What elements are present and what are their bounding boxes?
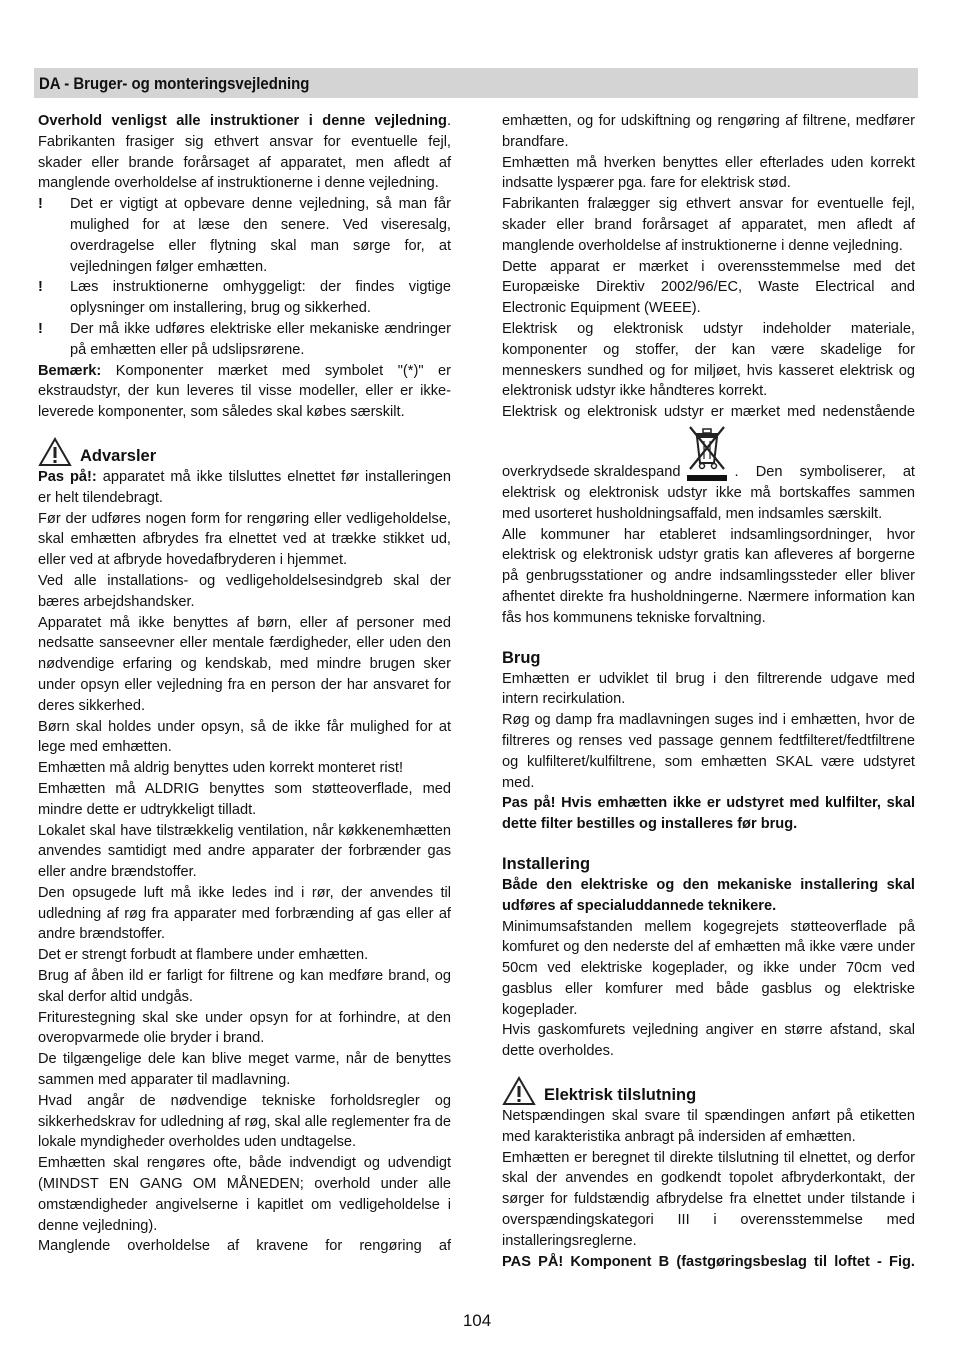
electrical-title: Elektrisk tilslutning <box>544 1086 697 1105</box>
paragraph: Elektrisk og elektronisk udstyr er mærket med nedenstående <box>502 404 915 421</box>
brug-title: Brug <box>502 648 541 667</box>
section-title: DA - Bruger- og monteringsvejledning <box>39 74 310 93</box>
paragraph: Elektrisk og elektronisk udstyr indeholder materiale, komponenter og stoffer, der kan være skadelige for menneskers sundhed og for miljøet, hvis kasseret elektrisk og elektronisk udstyr ikke håndteres korrekt. <box>502 320 915 400</box>
paragraph: emhætten, og for udskiftning og rengøring af filtrene, medfører brandfare. <box>502 113 915 150</box>
paragraph: De tilgængelige dele kan blive meget varme, når de benyttes sammen med apparater til madlavning. <box>38 1051 451 1089</box>
warning-text: apparatet må ikke tilsluttes elnettet før installeringen er helt tilendebragt. <box>38 468 451 506</box>
paragraph: Den opsugede luft må ikke ledes ind i rør, der anvendes til udledning af røg fra apparater med forbrænding af gas eller af andre brændstoffer. <box>38 884 451 943</box>
paragraph: Dette apparat er mærket i overensstemmelse med det Europæiske Direktiv 2002/96/EC, Waste Electrical and Electronic Equipment (WEEE). <box>502 258 915 317</box>
exclamation-mark: ! <box>38 279 43 296</box>
bullet-text: Læs instruktionerne omhyggeligt: der findes vigtige oplysninger om installering, brug og sikkerhed. <box>70 279 451 317</box>
electrical-heading <box>502 1076 915 1106</box>
paragraph: Alle kommuner har etableret indsamlingsordninger, hvor elektrisk og elektronisk udstyr gratis kan afleveres af borgerne på genbrugsstationer og andre indsamlingssteder eller bliver afhentet direkte fra husholdningerne. Nærmere information kan fås hos kommunens tekniske forvaltning. <box>502 526 915 626</box>
weee-symbol-line <box>502 423 915 483</box>
bullet-item <box>38 319 451 361</box>
crossed-bin-icon <box>684 423 730 483</box>
weee-text-after: . Den symboliserer, at <box>734 464 915 481</box>
electrical-warning: PAS PÅ! Komponent B (fastgøringsbeslag til loftet - Fig. <box>502 1253 915 1270</box>
warning-triangle-icon <box>502 1076 536 1106</box>
paragraph: Brug af åben ild er farligt for filtrene og kan medføre brand, og skal derfor altid undgås. <box>38 968 451 1005</box>
paragraph: Emhætten må hverken benyttes eller efterlades uden korrekt indsatte lyspærer pga. fare for elektrisk stød. <box>502 154 915 192</box>
installering-title: Installering <box>502 854 591 873</box>
installering-warning: Både den elektriske og den mekaniske installering skal udføres af specialuddannede teknikere. <box>502 876 915 914</box>
warning-first-paragraph <box>38 467 451 509</box>
note-text: Komponenter mærket med symbolet "(*)" er ekstraudstyr, der kun leveres til visse modeller, eller er ikke-leverede komponenter, som således skal købes særskilt. <box>38 362 451 421</box>
warning-label: Pas på!: <box>38 468 97 485</box>
paragraph: Emhætten må ALDRIG benyttes som støtteoverflade, med mindre dette er udtrykkeligt tilladt. <box>38 780 451 818</box>
warning-triangle-icon <box>38 437 72 467</box>
paragraph: Apparatet må ikke benyttes af børn, eller af personer med nedsatte sanseevner eller mentale færdigheder, eller uden den nødvendige erfaring og kendskab, med mindre brugen sker under opsyn eller vejledning fra en person der har ansvaret for deres sikkerhed. <box>38 614 451 714</box>
paragraph: Minimumsafstanden mellem kogegrejets støtteoverflade på komfuret og den nederste del af emhætten må ikke være under 50cm ved elektriske kogeplader, og ikke under 70cm ved gasblus eller komfurer med både gasblus og elektriske kogeplader. <box>502 918 915 1018</box>
paragraph: Fabrikanten fralægger sig ethvert ansvar for eventuelle fejl, skader eller brand forårsaget af apparatet, men afledt af manglende overholdelse af instruktionerne i denne vejledning. <box>502 196 915 254</box>
exclamation-mark: ! <box>38 320 43 337</box>
warnings-title: Advarsler <box>80 446 157 465</box>
bullet-text: Det er vigtigt at opbevare denne vejledning, så man får mulighed for at læse den senere. Ved viseresalg, overdragelse eller flytning skal man sørge for, at vejledningen følger emhætten. <box>70 196 451 275</box>
paragraph: Før der udføres nogen form for rengøring eller vedligeholdelse, skal emhætten afbrydes fra elnettet ved at trække stikket ud, eller ved at afbryde hovedafbryderen i hjemmet. <box>38 510 451 569</box>
left-column <box>38 111 451 1257</box>
paragraph: Ved alle installations- og vedligeholdelsesindgreb skal der bæres arbejdshandsker. <box>38 572 451 610</box>
paragraph: Netspændingen skal svare til spændingen anført på etiketten med karakteristika anbragt på indersiden af emhætten. <box>502 1108 915 1145</box>
exclamation-mark: ! <box>38 196 43 213</box>
paragraph: elektrisk og elektronisk udstyr ikke må bortskaffes sammen med usorteret husholdningsaffald, men indsamles særskilt. <box>502 484 915 522</box>
note-paragraph <box>38 361 451 423</box>
paragraph: Friturestegning skal ske under opsyn for at forhindre, at den overopvarmede olie bryder i brand. <box>38 1009 451 1047</box>
note-label: Bemærk: <box>38 362 102 379</box>
warnings-heading <box>38 437 451 467</box>
right-column <box>502 111 915 1272</box>
paragraph: Emhætten må aldrig benyttes uden korrekt monteret rist! <box>38 760 404 777</box>
paragraph: Lokalet skal have tilstrækkelig ventilation, når køkkenemhætten anvendes samtidigt med andre apparater der forbrænder gas eller andre brændstoffer. <box>38 822 451 881</box>
intro-text: . Fabrikanten frasiger sig ethvert ansvar for eventuelle fejl, skader eller brande forårsaget af apparatet, men afledt af manglende overholdelse af instruktionerne i denne vejledning. <box>38 113 451 192</box>
weee-text-before: overkrydsede skraldespand <box>502 464 681 481</box>
page-number: 104 <box>462 1311 492 1330</box>
paragraph: Emhætten er beregnet til direkte tilslutning til elnettet, og derfor skal der anvendes en godkendt topolet afbryderkontakt, der sørger for fuldstændig afbrydelse fra elnettet under tilstande i overspændingskategori III i overensstemmelse med installeringsreglerne. <box>502 1149 915 1249</box>
bullet-item <box>38 277 451 319</box>
bullet-item <box>38 194 451 277</box>
brug-warning: Pas på! Hvis emhætten ikke er udstyret med kulfilter, skal dette filter bestilles og installeres før brug. <box>502 795 915 833</box>
paragraph: Det er strengt forbudt at flambere under emhætten. <box>38 947 369 964</box>
paragraph: Røg og damp fra madlavningen suges ind i emhætten, hvor de filtreres og renses ved passage gennem fedtfilteret/fedtfiltrene og kulfilteret/kulfiltrene, som emhætten SKAL være udstyret med. <box>502 712 915 791</box>
paragraph: Manglende overholdelse af kravene for rengøring af <box>38 1238 451 1255</box>
intro-paragraph <box>38 111 451 194</box>
section-header-bar <box>34 68 918 98</box>
bullet-text: Der må ikke udføres elektriske eller mekaniske ændringer på emhætten eller på udslipsrørene. <box>70 320 451 358</box>
paragraph: Børn skal holdes under opsyn, så de ikke får mulighed for at lege med emhætten. <box>38 718 451 756</box>
paragraph: Emhætten skal rengøres ofte, både indvendigt og udvendigt (MINDST EN GANG OM MÅNEDEN; overhold under alle omstændigheder angivelserne i kapitlet om vedligeholdelse i denne vejledning). <box>38 1155 451 1234</box>
paragraph: Emhætten er udviklet til brug i den filtrerende udgave med intern recirkulation. <box>502 670 915 708</box>
paragraph: Hvad angår de nødvendige tekniske forholdsregler og sikkerhedskrav for udledning af røg, skal alle reglementer fra de lokale myndigheder overholdes uden undtagelse. <box>38 1092 451 1151</box>
paragraph: Hvis gaskomfurets vejledning angiver en større afstand, skal dette overholdes. <box>502 1022 915 1060</box>
intro-bold: Overhold venligst alle instruktioner i denne vejledning <box>38 113 447 129</box>
